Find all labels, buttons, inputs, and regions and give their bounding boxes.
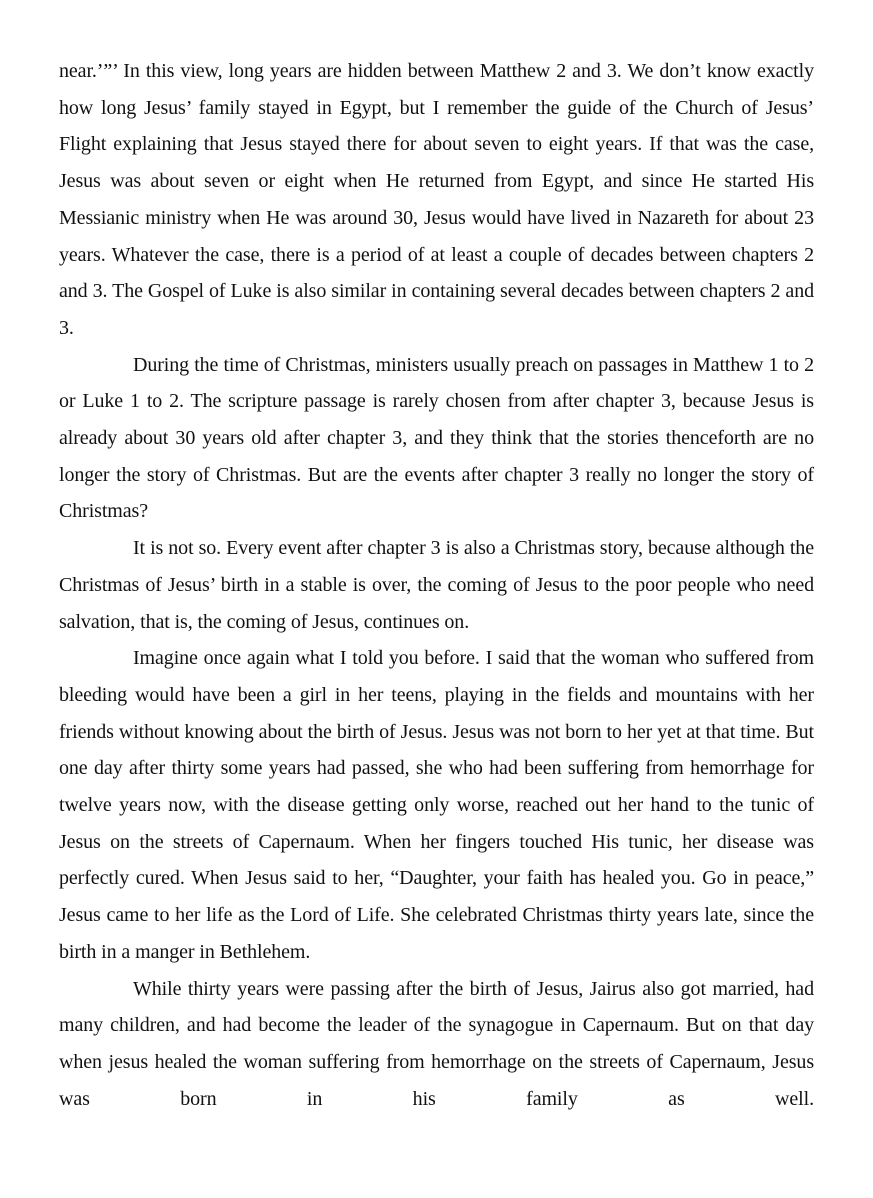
paragraph-1: near.’”’ In this view, long years are hidden between Matthew 2 and 3. We don’t know exactly how long Jesus’ family stayed in Egypt, but I remember the guide of the Church of Jesus’ Flight explaining that Jesus stayed there for about seven to eight years. If that was the case, Jesus was about seven or eight when He returned from Egypt, and since He started His Messianic ministry when He was around 30, Jesus would have lived in Nazareth for about 23 years. Whatever the case, there is a period of at least a couple of decades between chapters 2 and 3. The Gospel of Luke is also similar in containing several decades between chapters 2 and 3. [59, 60, 814, 339]
paragraph-5: While thirty years were passing after the birth of Jesus, Jairus also got married, had many children, and had become the leader of the synagogue in Capernaum. But on that day when jesus healed the woman suffering from hemorrhage on the streets of Capernaum, Jesus was born in his family as well. [59, 977, 814, 1110]
paragraph-3: It is not so. Every event after chapter 3 is also a Christmas story, because although the Christmas of Jesus’ birth in a stable is over, the coming of Jesus to the poor people who need salvation, that is, the coming of Jesus, continues on. [59, 537, 814, 633]
document-page [59, 53, 814, 1117]
paragraph-2: During the time of Christmas, ministers usually preach on passages in Matthew 1 to 2 or Luke 1 to 2. The scripture passage is rarely chosen from after chapter 3, because Jesus is already about 30 years old after chapter 3, and they think that the stories thenceforth are no longer the story of Christmas. But are the events after chapter 3 really no longer the story of Christmas? [59, 353, 814, 523]
paragraph-4: Imagine once again what I told you before. I said that the woman who suffered from bleeding would have been a girl in her teens, playing in the fields and mountains with her friends without knowing about the birth of Jesus. Jesus was not born to her yet at that time. But one day after thirty some years had passed, she who had been suffering from hemorrhage for twelve years now, with the disease getting only worse, reached out her hand to the tunic of Jesus on the streets of Capernaum. When her fingers touched His tunic, her disease was perfectly cured. When Jesus said to her, “Daughter, your faith has healed you. Go in peace,” Jesus came to her life as the Lord of Life. She celebrated Christmas thirty years late, since the birth in a manger in Bethlehem. [59, 647, 814, 963]
